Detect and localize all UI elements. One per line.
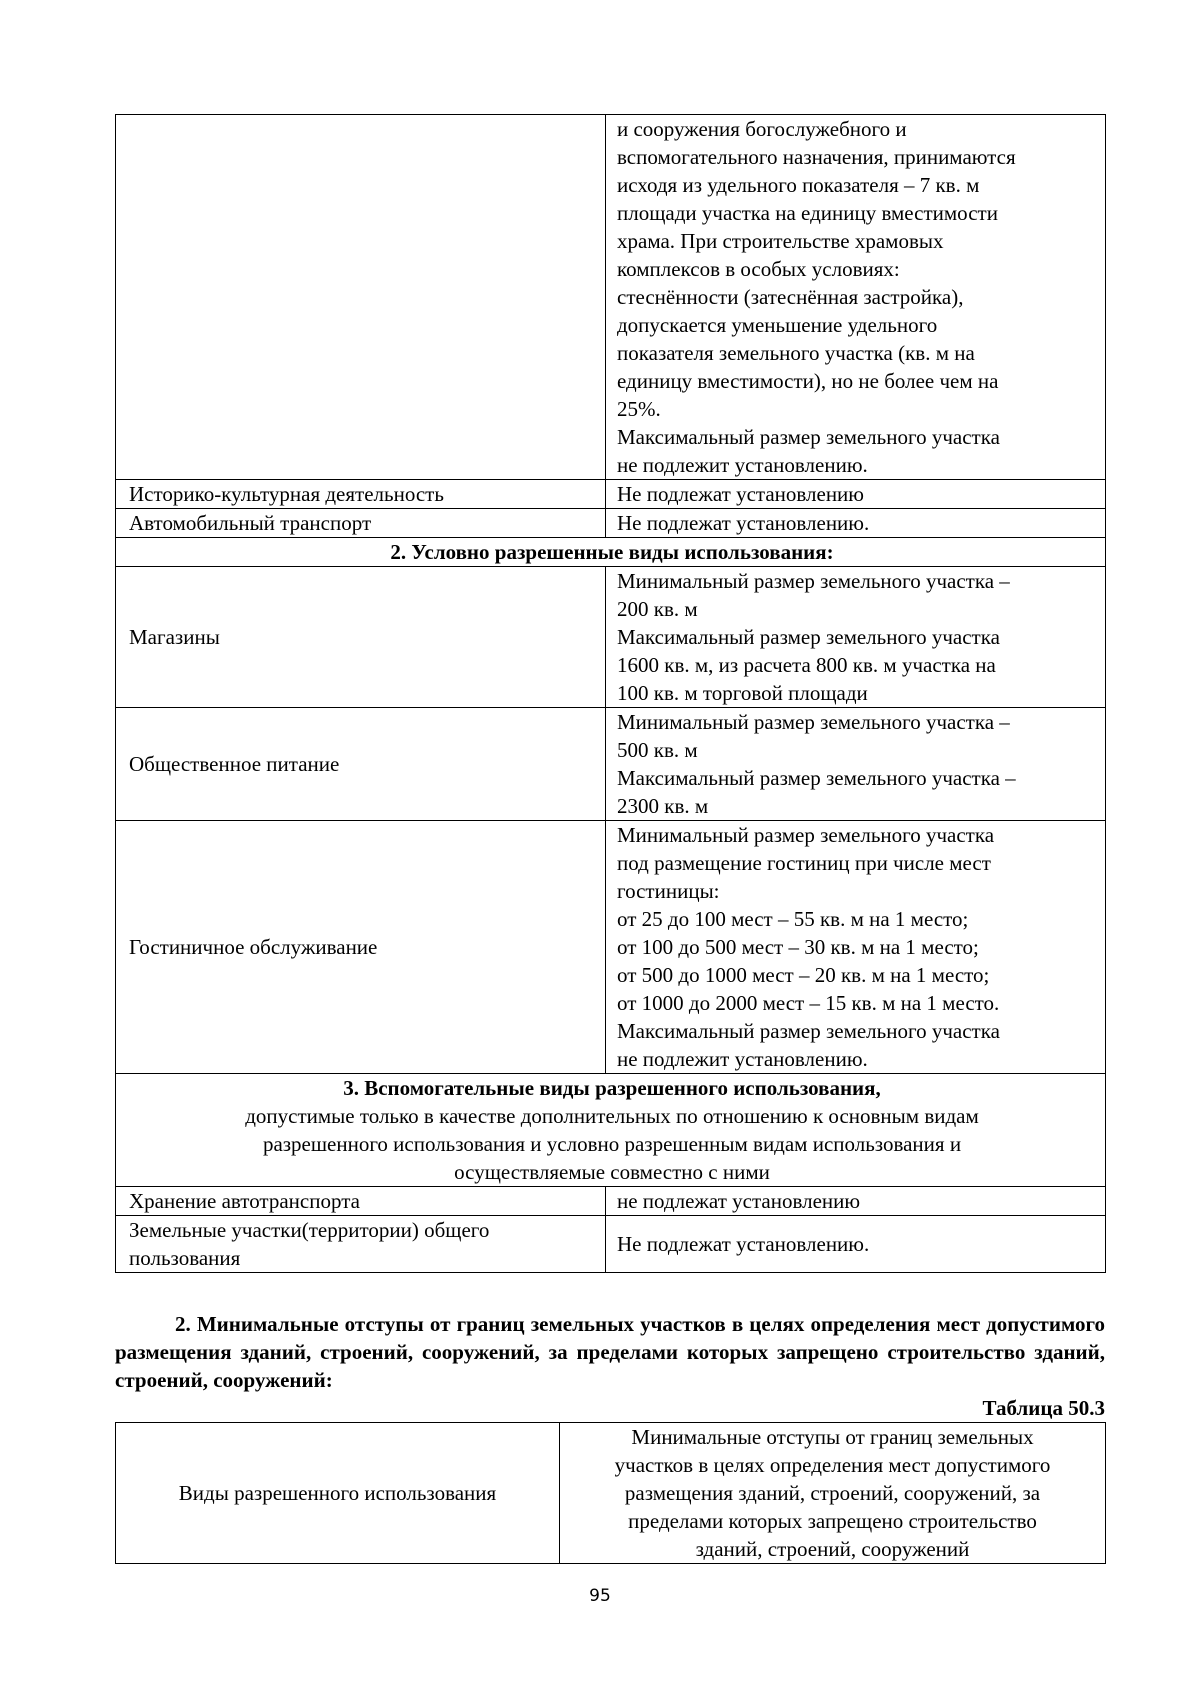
use-type-cell: Общественное питание (116, 708, 606, 821)
table-header-row (116, 1423, 1106, 1564)
table-row (116, 509, 1106, 538)
parameters-cell: Минимальный размер земельного участка – 500 кв. м Максимальный размер земельного участка – 2300 кв. м (606, 708, 1106, 821)
use-type-cell: Хранение автотранспорта (116, 1187, 606, 1216)
use-type-cell: Автомобильный транспорт (116, 509, 606, 538)
parameters-cell: Не подлежат установлению. (606, 1216, 1106, 1273)
table-row (116, 1216, 1106, 1273)
use-type-cell: Историко-культурная деятельность (116, 480, 606, 509)
parameters-cell: не подлежат установлению (606, 1187, 1106, 1216)
column-header-use-types: Виды разрешенного использования (116, 1423, 560, 1564)
section-row (116, 538, 1106, 567)
use-type-cell (116, 115, 606, 480)
section-heading-cell (116, 1074, 1106, 1187)
use-type-cell: Гостиничное обслуживание (116, 821, 606, 1074)
table-row (116, 567, 1106, 708)
use-type-cell: Магазины (116, 567, 606, 708)
parameters-cell: Не подлежат установлению. (606, 509, 1106, 538)
section-row (116, 1074, 1106, 1187)
parameters-cell: Минимальный размер земельного участка – 200 кв. м Максимальный размер земельного участка 1600 кв. м, из расчета 800 кв. м участка на 100 кв. м торговой площади (606, 567, 1106, 708)
land-use-table (115, 114, 1106, 1273)
section-subheading: допустимые только в качестве дополнительных по отношению к основным видам разрешенного использования и условно разрешенным видам использования и осуществляемые совместно с ними (245, 1104, 979, 1184)
use-type-cell: Земельные участки(территории) общего пользования (116, 1216, 606, 1273)
parameters-cell: и сооружения богослужебного и вспомогательного назначения, принимаются исходя из удельного показателя – 7 кв. м площади участка на единицу вместимости храма. При строительстве храмовых комплексов в особых условиях: стеснённости (затеснённая застройка), допускается уменьшение удельного показателя земельного участка (кв. м на единицу вместимости), но не более чем на 25%. Максимальный размер земельного участка не подлежит установлению. (606, 115, 1106, 480)
parameters-cell: Не подлежат установлению (606, 480, 1106, 509)
page-number: 95 (589, 1586, 611, 1606)
table-row (116, 1187, 1106, 1216)
table-row (116, 821, 1106, 1074)
section-heading-auxiliary: 3. Вспомогательные виды разрешенного использования, (343, 1076, 881, 1100)
section-2-heading: 2. Минимальные отступы от границ земельных участков в целях определения мест допустимого размещения зданий, строений, сооружений, за пределами которых запрещено строительство зданий, строений, сооружений: (115, 1312, 1105, 1392)
table-row (116, 115, 1106, 480)
table-row (116, 480, 1106, 509)
section-heading-conditional: 2. Условно разрешенные виды использования: (390, 540, 834, 564)
offset-table (115, 1422, 1106, 1564)
table-row (116, 708, 1106, 821)
section-heading-cell (116, 538, 1106, 567)
table-caption: Таблица 50.3 (982, 1396, 1105, 1420)
column-header-min-offsets: Минимальные отступы от границ земельных участков в целях определения мест допустимого размещения зданий, строений, сооружений, за пределами которых запрещено строительство зданий, строений, сооружений (560, 1423, 1106, 1564)
parameters-cell: Минимальный размер земельного участка под размещение гостиниц при числе мест гостиницы: от 25 до 100 мест – 55 кв. м на 1 место; от 100 до 500 мест – 30 кв. м на 1 место; от 500 до 1000 мест – 20 кв. м на 1 место; от 1000 до 2000 мест – 15 кв. м на 1 место. Максимальный размер земельного участка не подлежит установлению. (606, 821, 1106, 1074)
